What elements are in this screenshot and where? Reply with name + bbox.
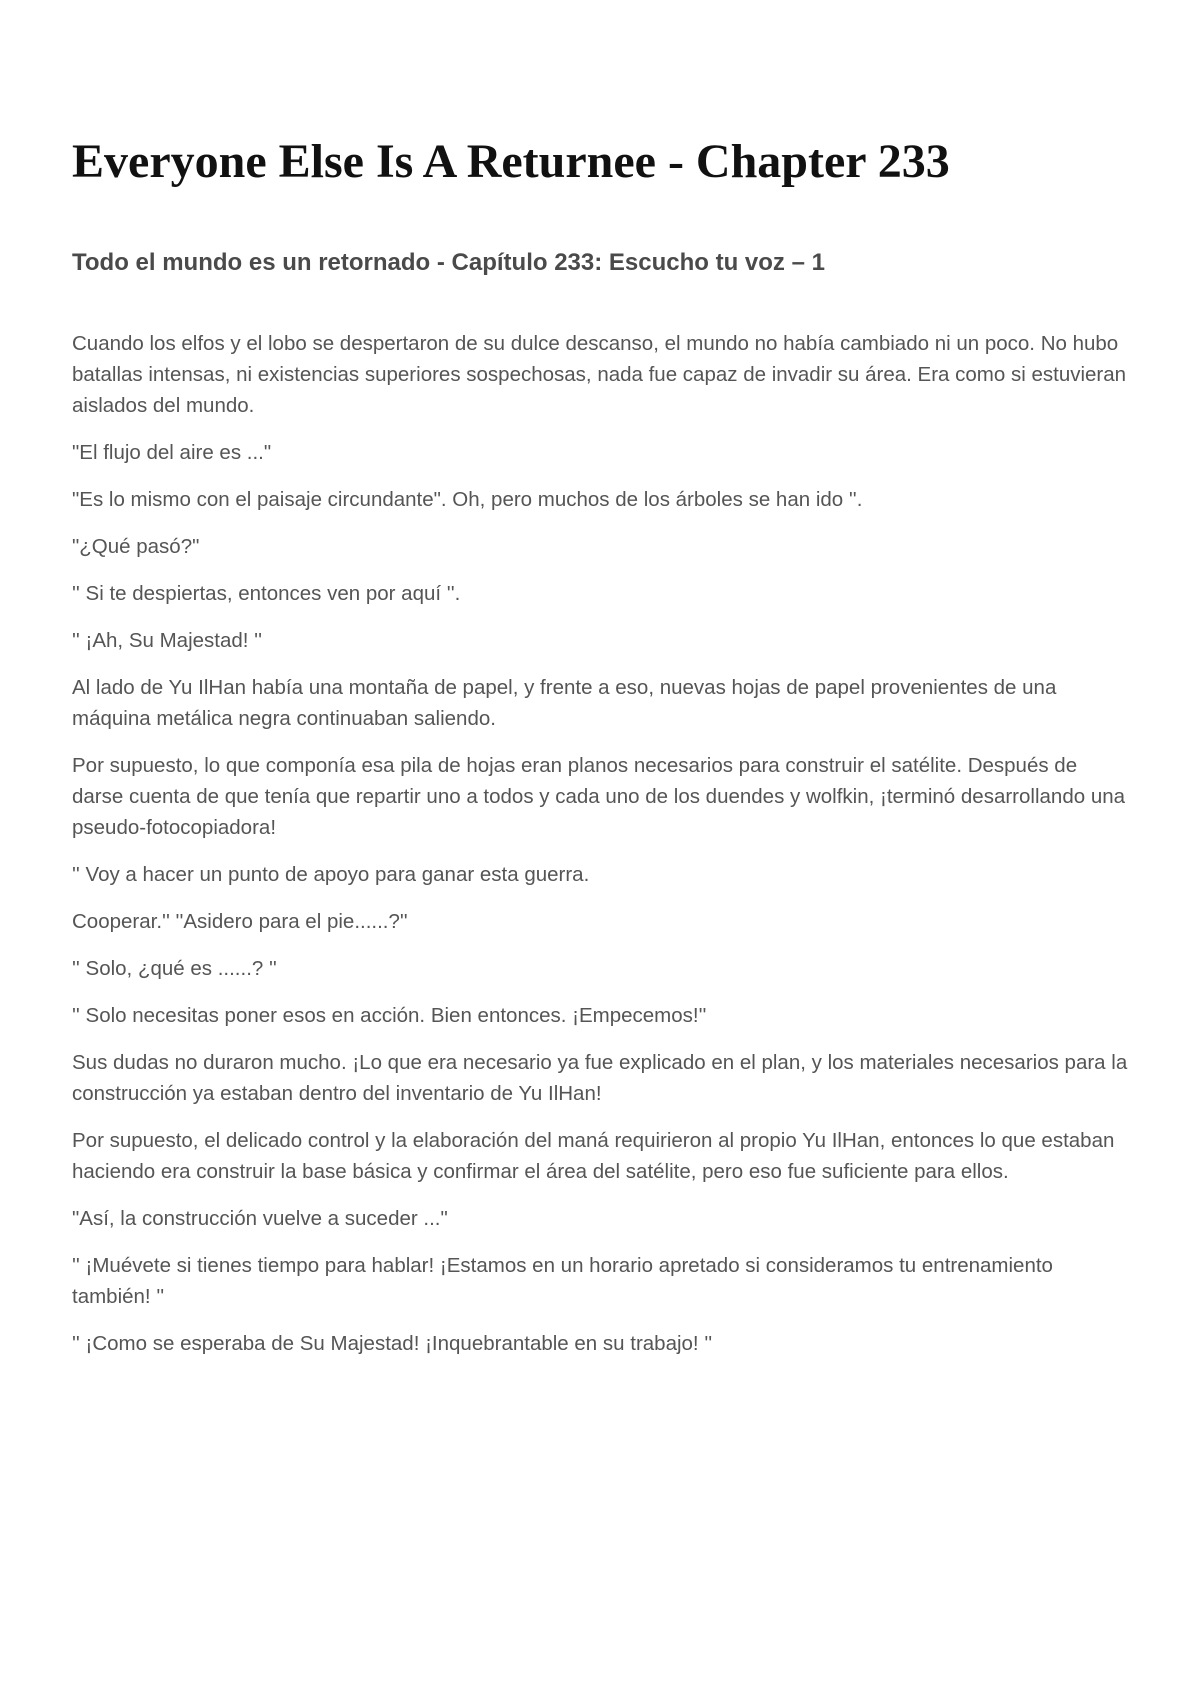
paragraph: "Así, la construcción vuelve a suceder ..."	[72, 1207, 448, 1230]
paragraph: Por supuesto, el delicado control y la elaboración del maná requirieron al propio Yu IlHan, entonces lo que estaban haciendo era construir la base básica y confirmar el área del satélite, pero eso fue suficiente para ellos.	[72, 1129, 1115, 1183]
paragraph: "Es lo mismo con el paisaje circundante". Oh, pero muchos de los árboles se han ido ''.	[72, 488, 863, 511]
paragraph: '' ¡Muévete si tienes tiempo para hablar! ¡Estamos en un horario apretado si consideramos tu entrenamiento también! ''	[72, 1254, 1053, 1308]
paragraph: Por supuesto, lo que componía esa pila de hojas eran planos necesarios para construir el satélite. Después de darse cuenta de que tenía que repartir uno a todos y cada uno de los duendes y wolfkin, ¡terminó desarrollando una pseudo-fotocopiadora!	[72, 754, 1126, 839]
paragraph: '' ¡Ah, Su Majestad! ''	[72, 629, 262, 652]
paragraph: Sus dudas no duraron mucho. ¡Lo que era necesario ya fue explicado en el plan, y los materiales necesarios para la construcción ya estaban dentro del inventario de Yu IlHan!	[72, 1051, 1128, 1105]
paragraph: Cuando los elfos y el lobo se despertaron de su dulce descanso, el mundo no había cambiado ni un poco. No hubo batallas intensas, ni existencias superiores sospechosas, nada fue capaz de invadir su área. Era como si estuvieran aislados del mundo.	[72, 332, 1127, 417]
chapter-body	[72, 328, 1132, 1375]
paragraph: '' Voy a hacer un punto de apoyo para ganar esta guerra.	[72, 863, 590, 886]
paragraph: Al lado de Yu IlHan había una montaña de papel, y frente a eso, nuevas hojas de papel provenientes de una máquina metálica negra continuaban saliendo.	[72, 676, 1057, 730]
paragraph: "El flujo del aire es ..."	[72, 441, 272, 464]
paragraph: Cooperar.'' ''Asidero para el pie......?''	[72, 910, 408, 933]
paragraph: "¿Qué pasó?"	[72, 535, 200, 558]
paragraph: '' Solo necesitas poner esos en acción. Bien entonces. ¡Empecemos!''	[72, 1004, 707, 1027]
chapter-subtitle: Todo el mundo es un retornado - Capítulo 233: Escucho tu voz – 1	[72, 249, 825, 276]
paragraph: '' Si te despiertas, entonces ven por aquí ''.	[72, 582, 461, 605]
page-title: Everyone Else Is A Returnee - Chapter 233	[72, 135, 950, 188]
paragraph: '' Solo, ¿qué es ......? ''	[72, 957, 277, 980]
paragraph: '' ¡Como se esperaba de Su Majestad! ¡Inquebrantable en su trabajo! ''	[72, 1332, 713, 1355]
